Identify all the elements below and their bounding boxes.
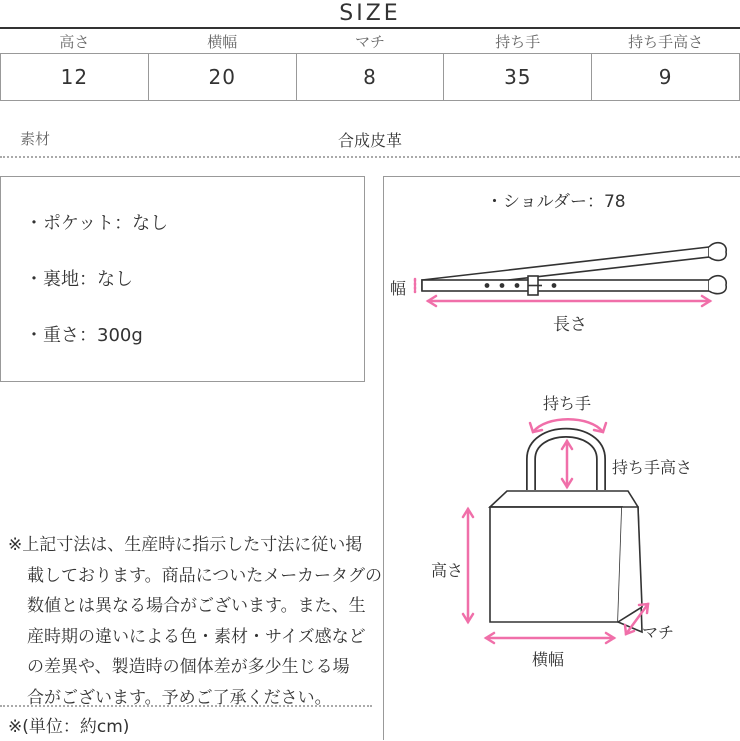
info-box	[0, 176, 365, 382]
note-line: 産時期の違いによる色・素材・サイズ感など	[27, 626, 366, 647]
note-line: の差異や、製造時の個体差が多少生じる場	[27, 657, 350, 677]
material-divider	[0, 156, 740, 158]
note-divider	[0, 705, 372, 707]
page-title: SIZE	[339, 1, 401, 26]
handle-height-label: 持ち手高さ	[612, 458, 693, 477]
strap-illustration	[422, 243, 726, 295]
size-table-value-row	[1, 54, 740, 101]
note-line: 載しております。商品についたメーカータグの	[27, 565, 382, 586]
info-lining: ・裏地：なし	[25, 269, 133, 290]
handle-label: 持ち手	[543, 394, 592, 413]
bag-width-label: 横幅	[532, 650, 565, 669]
header-width: 横幅	[207, 32, 238, 51]
info-weight: ・重さ：300g	[25, 325, 143, 346]
value-gusset: 8	[296, 54, 444, 101]
note-line: 合がございます。予めご了承ください。	[27, 687, 332, 708]
note-line: ※上記寸法は、生産時に指示した寸法に従い掲	[8, 535, 363, 555]
strap-length-label: 長さ	[553, 315, 587, 335]
header-handle: 持ち手	[495, 32, 541, 51]
shoulder-label: ・ショルダー：78	[486, 192, 626, 212]
header-gusset: マチ	[354, 32, 385, 51]
header-height: 高さ	[59, 32, 90, 51]
bag-height-label: 高さ	[431, 561, 464, 580]
value-height: 12	[1, 54, 149, 101]
header-handle-height: 持ち手高さ	[628, 32, 704, 51]
size-note	[8, 530, 382, 713]
material-label: 素材	[20, 130, 51, 148]
value-handle-height: 9	[592, 54, 740, 101]
unit-note: ※(単位：約cm)	[8, 717, 130, 737]
value-width: 20	[148, 54, 296, 101]
gusset-label: マチ	[642, 623, 675, 642]
diagram-box	[383, 176, 740, 740]
info-pocket: ・ポケット：なし	[25, 213, 169, 234]
material-row	[0, 118, 740, 158]
size-table-header-row	[1, 29, 740, 54]
value-handle: 35	[444, 54, 592, 101]
strap-width-label: 幅	[390, 279, 407, 298]
note-line: 数値とは異なる場合がございます。また、生	[27, 596, 366, 616]
size-table	[0, 29, 740, 101]
material-value: 合成皮革	[337, 131, 402, 150]
